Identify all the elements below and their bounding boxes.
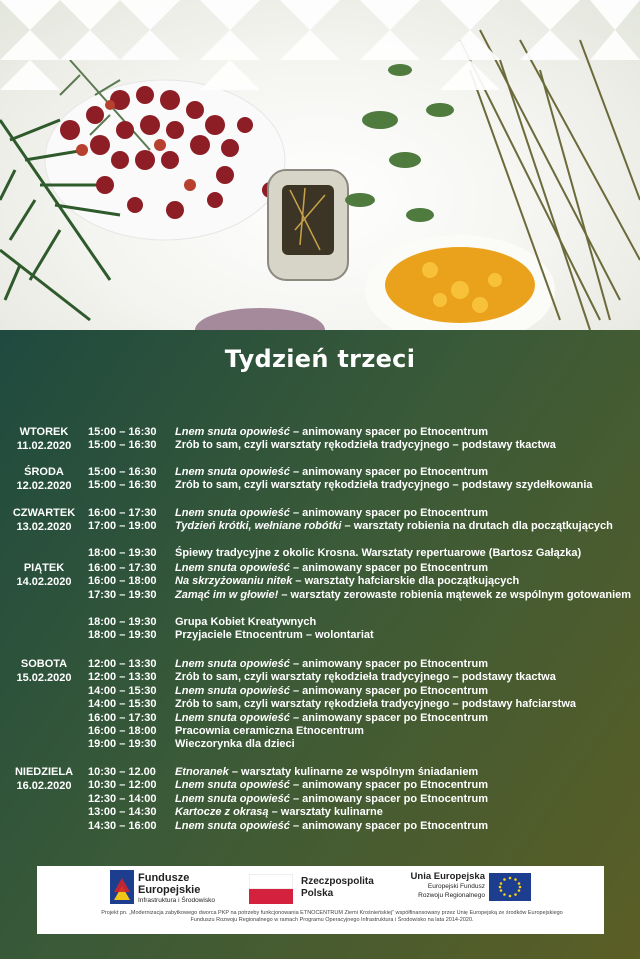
event-title	[175, 737, 635, 751]
event-title	[175, 519, 635, 533]
event-title	[175, 615, 635, 629]
day-name: WTOREK	[19, 426, 69, 438]
fe-line2: Europejskie	[138, 884, 201, 896]
event-highlight: Lnem snuta opowieść	[175, 684, 290, 697]
event-title	[175, 711, 635, 725]
fe-line1: Fundusze	[138, 872, 190, 884]
fundusze-europejskie-logo-icon	[110, 870, 134, 904]
event-description: – warsztaty hafciarskie dla początkujących	[292, 575, 520, 588]
event-description: Zrób to sam, czyli warsztaty rękodzieła tradycyjnego – podstawy tkactwa	[175, 439, 556, 452]
herbs-illustration	[0, 0, 640, 330]
event-time: 17:30 – 19:30	[88, 588, 157, 601]
ue-line2: Europejski Fundusz	[427, 883, 485, 890]
event-description: – warsztaty zerowaste robienia mątewek ze wspólnym gotowaniem	[278, 588, 632, 601]
event-title	[175, 657, 635, 671]
event-title	[175, 684, 635, 698]
event-title	[175, 546, 635, 560]
event-time: 15:00 – 16:30	[88, 466, 157, 478]
event-title	[175, 819, 635, 833]
event-time: 15:00 – 16:30	[88, 479, 157, 492]
event-description: – animowany spacer po Etnocentrum	[289, 466, 488, 478]
event-highlight: Lnem snuta opowieść	[175, 426, 290, 438]
event-time: 16:00 – 18:00	[88, 575, 157, 588]
event-description: – animowany spacer po Etnocentrum	[289, 819, 488, 832]
event-time: 19:00 – 19:30	[88, 738, 157, 751]
day-date: 12.02.2020	[16, 480, 72, 492]
eu-flag-icon	[489, 873, 531, 901]
polish-flag-icon	[249, 874, 293, 904]
event-highlight: Lnem snuta opowieść	[175, 711, 290, 724]
event-time: 15:00 – 16:30	[88, 426, 157, 438]
event-title	[175, 805, 635, 819]
event-description: – animowany spacer po Etnocentrum	[289, 779, 488, 792]
event-highlight: Lnem snuta opowieść	[175, 779, 290, 792]
event-highlight: Zamąć im w głowie!	[175, 588, 279, 601]
event-description: Zrób to sam, czyli warsztaty rękodzieła tradycyjnego – podstawy tkactwa	[175, 671, 556, 684]
event-title	[175, 561, 635, 575]
event-time: 13:00 – 14:30	[88, 806, 157, 819]
event-description: Grupa Kobiet Kreatywnych	[175, 615, 317, 628]
event-time: 16:00 – 18:00	[88, 725, 157, 737]
event-highlight: Lnem snuta opowieść	[175, 466, 290, 478]
event-highlight: Na skrzyżowaniu nitek	[175, 575, 293, 588]
event-title	[175, 438, 635, 452]
day-name: ŚRODA	[24, 466, 64, 478]
event-description: Pracownia ceramiczna Etnocentrum	[175, 725, 364, 737]
event-description: – animowany spacer po Etnocentrum	[289, 684, 488, 697]
event-time: 17:00 – 19:00	[88, 520, 157, 533]
event-title	[175, 670, 635, 684]
event-time: 10:30 – 12:00	[88, 779, 157, 792]
event-title	[175, 697, 635, 711]
event-time: 14:30 – 16:00	[88, 819, 157, 832]
event-time: 16:00 – 17:30	[88, 507, 157, 519]
event-title	[175, 478, 635, 492]
event-time: 16:00 – 17:30	[88, 562, 157, 574]
event-description: – warsztaty robienia na drutach dla początkujących	[341, 520, 613, 533]
ue-line3: Rozwoju Regionalnego	[418, 892, 485, 899]
event-description: – animowany spacer po Etnocentrum	[289, 711, 488, 724]
event-time: 18:00 – 19:30	[88, 615, 157, 628]
event-highlight: Lnem snuta opowieść	[175, 507, 290, 519]
day-date: 16.02.2020	[16, 780, 72, 792]
event-title	[175, 425, 635, 439]
day-date: 13.02.2020	[16, 521, 72, 533]
event-highlight: Lnem snuta opowieść	[175, 562, 290, 574]
funding-note: Projekt pn. „Modernizacja zabytkowego dworca PKP na potrzeby funkcjonowania ETNOCENTRUM Ziemi Krośnieńskiej” współfinansowany przez Unię Europejską ze środków Europejskiego Funduszu Rozwoju Regionalnego w ramach Programu Operacyjnego Infrastruktura i Środowisko na lata 2014-2020.	[101, 910, 563, 923]
day-date: 15.02.2020	[16, 672, 72, 684]
day-name: CZWARTEK	[12, 507, 76, 519]
event-title	[175, 792, 635, 806]
event-description: – animowany spacer po Etnocentrum	[289, 658, 488, 670]
event-description: – animowany spacer po Etnocentrum	[289, 792, 488, 805]
event-highlight: Lnem snuta opowieść	[175, 792, 290, 805]
event-title	[175, 574, 635, 588]
event-description: – warsztaty kulinarne ze wspólnym śniadaniem	[228, 766, 479, 778]
event-time: 18:00 – 19:30	[88, 547, 157, 560]
event-time: 10:30 – 12.00	[88, 766, 156, 778]
funding-footer	[37, 866, 604, 934]
event-description: – animowany spacer po Etnocentrum	[289, 426, 488, 438]
event-title	[175, 465, 635, 479]
rp-line2: Polska	[301, 888, 334, 899]
event-time: 16:00 – 17:30	[88, 711, 157, 724]
event-highlight: Tydzień krótki, wełniane robótki	[175, 520, 342, 533]
event-title	[175, 588, 635, 602]
event-description: Przyjaciele Etnocentrum – wolontariat	[175, 629, 374, 641]
hero-photo	[0, 0, 640, 330]
event-time: 12:00 – 13:30	[88, 658, 157, 670]
event-highlight: Kartocze z okrasą	[175, 806, 269, 819]
event-description: – warsztaty kulinarne	[268, 806, 383, 819]
event-time: 18:00 – 19:30	[88, 629, 157, 641]
event-description: Wieczorynka dla dzieci	[175, 738, 295, 751]
event-highlight: Lnem snuta opowieść	[175, 819, 290, 832]
event-title	[175, 765, 635, 779]
event-title	[175, 724, 635, 738]
rp-line1: Rzeczpospolita	[301, 876, 374, 887]
event-highlight: Etnoranek	[175, 766, 229, 778]
event-time: 15:00 – 16:30	[88, 439, 157, 452]
event-time: 14:00 – 15:30	[88, 684, 157, 697]
event-description: Zrób to sam, czyli warsztaty rękodzieła tradycyjnego – podstawy hafciarstwa	[175, 698, 577, 711]
event-time: 14:00 – 15:30	[88, 698, 157, 711]
day-name: SOBOTA	[20, 658, 68, 670]
day-date: 14.02.2020	[16, 576, 72, 588]
event-time: 12:30 – 14:00	[88, 792, 157, 805]
event-title	[175, 628, 635, 642]
event-time: 12:00 – 13:30	[88, 671, 157, 684]
event-description: – animowany spacer po Etnocentrum	[289, 562, 488, 574]
fe-line3: Infrastruktura i Środowisko	[138, 897, 215, 904]
day-name: NIEDZIELA	[14, 766, 74, 778]
day-name: PIĄTEK	[23, 562, 65, 574]
event-title	[175, 778, 635, 792]
event-highlight: Lnem snuta opowieść	[175, 658, 290, 670]
event-description: – animowany spacer po Etnocentrum	[289, 507, 488, 519]
day-date: 11.02.2020	[16, 440, 72, 452]
ue-line1: Unia Europejska	[410, 871, 485, 882]
event-title	[175, 506, 635, 520]
page-title: Tydzień trzeci	[224, 345, 416, 373]
event-description: Zrób to sam, czyli warsztaty rękodzieła tradycyjnego – podstawy szydełkowania	[175, 479, 593, 492]
event-description: Śpiewy tradycyjne z okolic Krosna. Warsztaty repertuarowe (Bartosz Gałązka)	[175, 547, 582, 560]
